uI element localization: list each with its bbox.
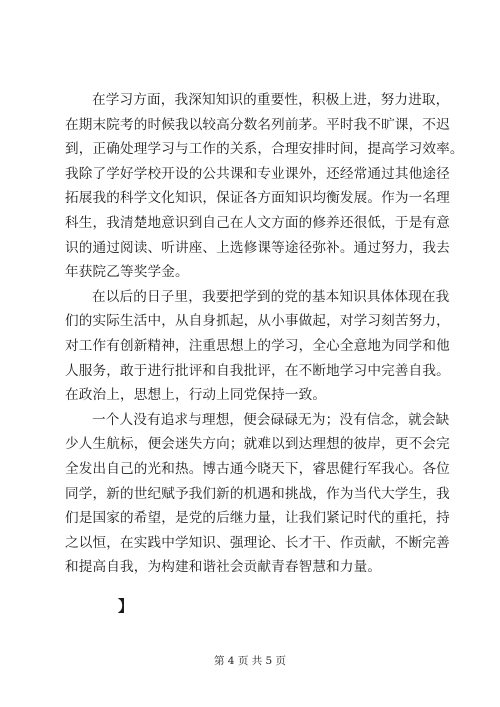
paragraph-line: 和提高自我，为构建和谐社会贡献青春智慧和力量。 — [65, 559, 382, 576]
paragraph-line: 人服务，敢于进行批评和自我批评，在不断地学习中完善自我。 — [65, 362, 450, 379]
paragraph-line: 同学，新的世纪赋予我们新的机遇和挑战，作为当代大学生，我 — [65, 485, 450, 502]
paragraph-line: 一个人没有追求与理想，便会碌碌无为；没有信念，就会缺 — [92, 411, 450, 428]
paragraph-line: 们是国家的希望，是党的后继力量，让我们紧记时代的重托，持 — [65, 510, 450, 527]
paragraph-line: 科生，我清楚地意识到自己在人文方面的修养还很低，于是有意 — [65, 214, 450, 231]
paragraph-line: 之以恒，在实践中学知识、强理论、长才干、作贡献，不断完善 — [65, 534, 450, 551]
paragraph-line: 在学习方面，我深知知识的重要性，积极上进，努力进取， — [92, 92, 450, 108]
paragraph-line: 拓展我的科学文化知识，保证各方面知识均衡发展。作为一名理 — [65, 190, 450, 207]
paragraph-line: 少人生航标，便会迷失方向；就难以到达理想的彼岸，更不会完 — [65, 436, 450, 453]
paragraph-line: 在期末院考的时候我以较高分数名列前茅。平时我不旷课，不迟 — [65, 116, 450, 133]
document-body — [65, 88, 464, 580]
paragraph-line: 在以后的日子里，我要把学到的党的基本知识具体体现在我 — [92, 288, 450, 305]
page-footer: 第 4 页 共 5 页 — [213, 655, 287, 667]
paragraph-line: 全发出自己的光和热。博古通今晓天下，睿思健行军我心。各位 — [65, 460, 450, 477]
closing-bracket: 】 — [118, 597, 134, 615]
paragraph-study — [65, 88, 464, 285]
paragraph-line: 们的实际生活中，从自身抓起，从小事做起，对学习刻苦努力， — [65, 313, 450, 330]
paragraph-line: 年获院乙等奖学金。 — [65, 264, 189, 281]
paragraph-ideals — [65, 408, 460, 580]
paragraph-line: 对工作有创新精神，注重思想上的学习，全心全意地为同学和他 — [65, 337, 450, 354]
paragraph-line: 在政治上，思想上，行动上同党保持一致。 — [65, 387, 327, 404]
paragraph-line: 识的通过阅读、听讲座、上选修课等途径弥补。通过努力，我去 — [65, 239, 450, 256]
paragraph-future — [65, 285, 460, 408]
paragraph-line: 我除了学好学校开设的公共课和专业课外，还经常通过其他途径 — [65, 165, 450, 182]
paragraph-line: 到，正确处理学习与工作的关系，合理安排时间，提高学习效率。 — [65, 141, 464, 158]
